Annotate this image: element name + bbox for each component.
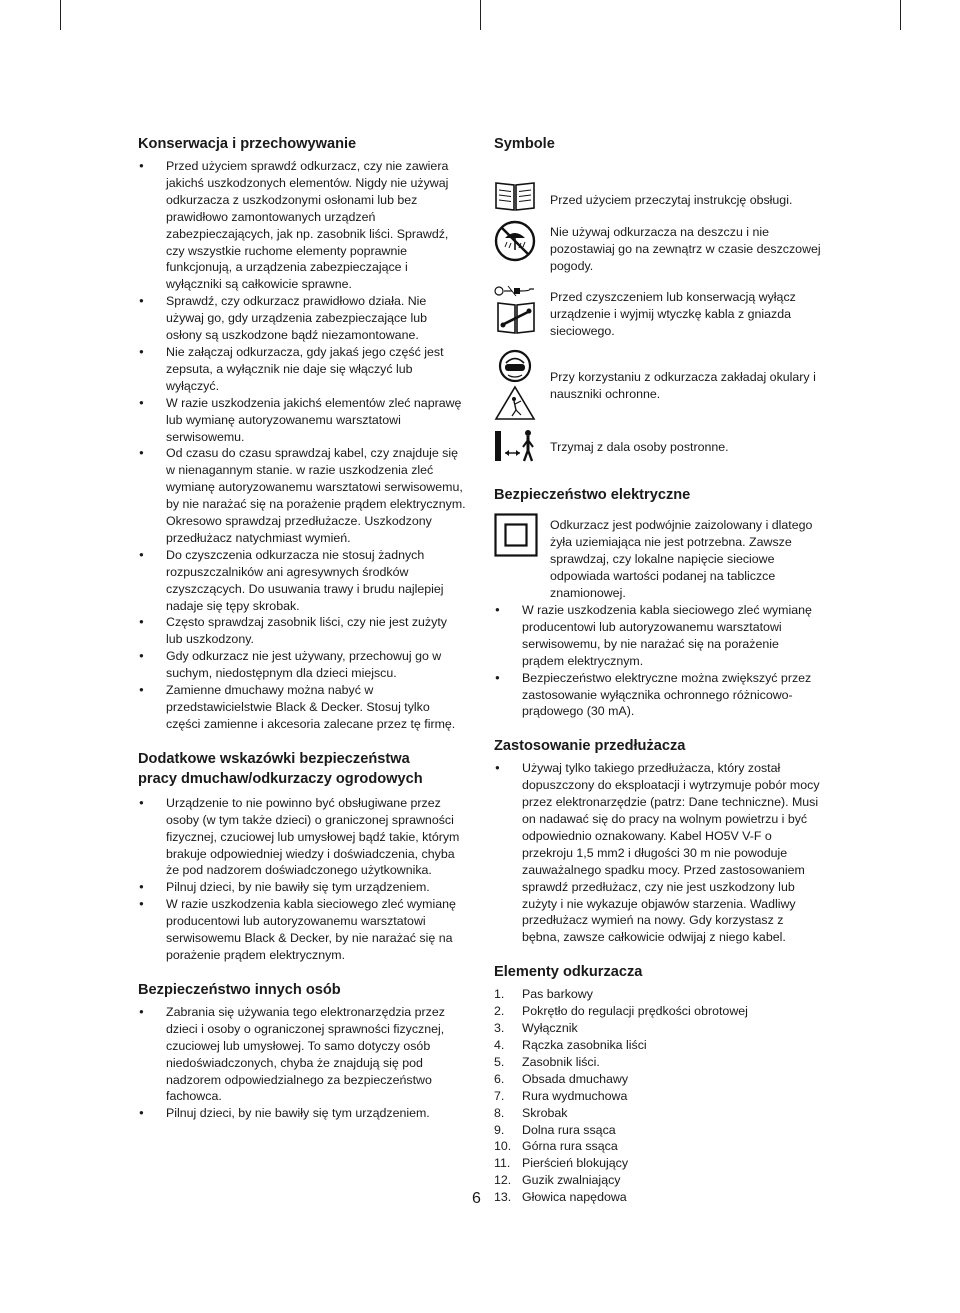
- list-item: [494, 1088, 824, 1105]
- item-number: 10.: [494, 1139, 512, 1154]
- item-number: 3.: [494, 1021, 505, 1036]
- list-item: [494, 1020, 824, 1037]
- extension-heading: Zastosowanie przedłużacza: [494, 738, 686, 755]
- list-item: [494, 1155, 824, 1172]
- others-safety-heading: Bezpieczeństwo innych osób: [138, 981, 341, 998]
- item-number: 11.: [494, 1156, 511, 1171]
- item-label: Wyłącznik: [522, 1021, 578, 1036]
- symbol-row: [494, 349, 824, 421]
- electrical-safety-list: [494, 602, 824, 720]
- electrical-safety-heading: Bezpieczeństwo elektryczne: [494, 487, 691, 504]
- item-label: Pas barkowy: [522, 987, 593, 1002]
- item-label: Rura wydmuchowa: [522, 1088, 628, 1103]
- symbol-text: Trzymaj z dala osoby postronne.: [550, 440, 729, 455]
- manual-book-icon: [494, 178, 538, 212]
- item-number: 6.: [494, 1071, 505, 1086]
- left-column: [138, 134, 466, 1122]
- item-number: 2.: [494, 1004, 505, 1019]
- symbol-text: Przy korzystaniu z odkurzacza zakładaj okulary i nauszniki ochronne.: [550, 370, 816, 402]
- list-item: [494, 1105, 824, 1122]
- item-label: Obsada dmuchawy: [522, 1071, 629, 1086]
- extra-safety-heading-line2: pracy dmuchaw/odkurzaczy ogrodowych: [138, 770, 423, 787]
- page-number: 6: [472, 1190, 481, 1207]
- symbol-row: [494, 220, 824, 275]
- extension-section: [494, 736, 824, 946]
- elements-section: [494, 962, 824, 1206]
- list-item: ● Pilnuj dzieci, by nie bawiły się tym urządzeniem.: [138, 879, 466, 896]
- extra-safety-section: [138, 749, 466, 964]
- extension-list: [494, 760, 824, 946]
- item-label: Głowica napędowa: [522, 1190, 627, 1205]
- unplug-maintenance-icon: [494, 285, 538, 335]
- extra-safety-heading-line1: Dodatkowe wskazówki bezpieczeństwa: [138, 750, 410, 767]
- symbol-row: [494, 285, 824, 340]
- extra-safety-heading: [138, 749, 466, 789]
- crop-mark-center: [480, 0, 481, 30]
- maintenance-heading: Konserwacja i przechowywanie: [138, 136, 357, 152]
- list-item: [494, 1037, 824, 1054]
- electrical-safety-section: [494, 485, 824, 720]
- list-item: ● Gdy odkurzacz nie jest używany, przechowuj go w suchym, niedostępnym dla dzieci miejscu.: [138, 648, 466, 682]
- double-insulation-row: [494, 513, 824, 602]
- symbols-section: [494, 134, 824, 463]
- crop-mark-right: [900, 0, 901, 30]
- list-item: [494, 1003, 824, 1020]
- symbols-heading: Symbole: [494, 136, 555, 152]
- crop-mark-left: [60, 0, 61, 30]
- list-item: ● Sprawdź, czy odkurzacz prawidłowo działa. Nie używaj go, gdy urządzenia zabezpieczające lub osłony są uszkodzone bądź niezamontowane.: [138, 293, 466, 344]
- right-column: [494, 134, 824, 1206]
- item-number: 9.: [494, 1122, 505, 1137]
- item-label: Guzik zwalniający: [522, 1173, 621, 1188]
- item-label: Rączka zasobnika liści: [522, 1038, 647, 1052]
- list-item: [494, 1054, 824, 1071]
- elements-heading: Elementy odkurzacza: [494, 964, 643, 981]
- extra-safety-list: [138, 795, 466, 964]
- symbol-row: [494, 429, 824, 463]
- maintenance-list: [138, 158, 466, 733]
- symbol-text: Przed czyszczeniem lub konserwacją wyłącz urządzenie i wyjmij wtyczkę kabla z gniazda sieciowego.: [550, 289, 796, 338]
- list-item: ● W razie uszkodzenia jakichś elementów zleć naprawę lub wymianę autoryzowanemu warsztatowi serwisowemu.: [138, 395, 466, 446]
- others-safety-section: [138, 980, 466, 1122]
- list-item: ● W razie uszkodzenia kabla sieciowego zleć wymianę producentowi lub autoryzowanemu warsztatowi serwisowemu, by nie narażać się na porażenie prądem elektrycznym.: [494, 602, 824, 670]
- list-item: ● Zabrania się używania tego elektronarzędzia przez dzieci i osoby o ograniczonej sprawności fizycznej, czuciowej lub umysłowej. To samo dotyczy osób niedoświadczonych, chyba że znajdują się pod nadzorem odpowiedzialnego za bezpieczeństwo fachowca.: [138, 1004, 466, 1105]
- electrical-intro: Odkurzacz jest podwójnie zaizolowany i dlatego żyła uziemiająca nie jest potrzebna. Zawsze sprawdzaj, czy lokalne napięcie sieciowe odpowiada wartości podanej na tabliczce znamionowej.: [550, 518, 813, 601]
- double-insulation-icon: [494, 513, 538, 557]
- list-item: ● Używaj tylko takiego przedłużacza, który został dopuszczony do eksploatacji i wytrzymuje pobór mocy przez elektronarzędzie (patrz: Dane techniczne). Musi on nadawać się do pracy na wolnym powietrzu i być odpowiednio oznakowany. Kabel HO5V V-F o przekroju 1,5 mm2 i długości 30 m nie powoduje zauważalnego spadku mocy. Przed zastosowaniem sprawdź przedłużacz, czy nie jest uszkodzony lub zużyty i nie wykazuje objawów starzenia. Wadliwy przedłużacz wymień na nowy. Gdy korzystasz z bębna, zawsze całkowicie odwijaj z niego kabel.: [494, 760, 824, 946]
- item-label: Pokrętło do regulacji prędkości obrotowej: [522, 1004, 748, 1019]
- elements-list: [494, 986, 824, 1206]
- item-number: 5.: [494, 1054, 505, 1069]
- item-number: 12.: [494, 1173, 512, 1188]
- list-item: ● Bezpieczeństwo elektryczne można zwiększyć przez zastosowanie wyłącznika ochronnego różnicowo-prądowego (30 mA).: [494, 670, 824, 721]
- list-item: ● Przed użyciem sprawdź odkurzacz, czy nie zawiera jakichś uszkodzonych elementów. Nigdy nie używaj odkurzacza z uszkodzonymi osłonami lub bez prawidłowo zamontowanych urządzeń zabezpieczających, jak np. zasobnik liści. Sprawdź, czy wszystkie ruchome elementy poprawnie funkcjonują, a urządzenia zabezpieczające i wyłączniki są całkowicie sprawne.: [138, 158, 466, 293]
- no-rain-icon: [494, 220, 538, 262]
- list-item: ● Od czasu do czasu sprawdzaj kabel, czy znajduje się w nienagannym stanie. w razie uszkodzenia zleć wymianę autoryzowanemu warsztatowi serwisowemu, by nie narażać się na porażenie prądem elektrycznym. Okresowo sprawdzaj przedłużacze. Uszkodzony przedłużacz natychmiast wymień.: [138, 445, 466, 546]
- item-number: 4.: [494, 1038, 505, 1052]
- item-number: 8.: [494, 1105, 505, 1120]
- item-number: 1.: [494, 987, 505, 1002]
- list-item: [494, 1189, 824, 1206]
- list-item: ● Urządzenie to nie powinno być obsługiwane przez osoby (w tym także dzieci) o graniczonej sprawności fizycznej, czuciowej lub umysłowej bądź takie, którym brakuje odpowiedniej wiedzy i doświadczenia, chyba że pod nadzorem doświadczonego użytkownika.: [138, 795, 466, 880]
- symbol-text: Przed użyciem przeczytaj instrukcję obsługi.: [550, 193, 793, 207]
- list-item: ● W razie uszkodzenia kabla sieciowego zleć wymianę producentowi lub autoryzowanemu warsztatowi serwisowemu Black & Decker, by nie narażać się na porażenie prądem elektrycznym.: [138, 896, 466, 964]
- list-item: [494, 1071, 824, 1088]
- maintenance-section: [138, 134, 466, 733]
- item-label: Skrobak: [522, 1105, 568, 1120]
- list-item: [494, 1172, 824, 1189]
- goggles-earmuffs-icon: [494, 349, 538, 421]
- keep-distance-icon: [494, 429, 538, 463]
- item-number: 13.: [494, 1190, 512, 1205]
- item-label: Dolna rura ssąca: [522, 1122, 616, 1137]
- others-safety-list: [138, 1004, 466, 1122]
- list-item: [494, 1138, 824, 1155]
- symbol-text: Nie używaj odkurzacza na deszczu i nie pozostawiaj go na zewnątrz w czasie deszczowej pogody.: [550, 225, 821, 273]
- item-number: 7.: [494, 1088, 505, 1103]
- list-item: [494, 986, 824, 1003]
- item-label: Górna rura ssąca: [522, 1139, 618, 1154]
- list-item: [494, 1122, 824, 1139]
- list-item: ● Zamienne dmuchawy można nabyć w przedstawicielstwie Black & Decker. Stosuj tylko części zamienne i akcesoria zalecane przez tę firmę.: [138, 682, 466, 733]
- symbol-row: [494, 178, 824, 212]
- list-item: ● Często sprawdzaj zasobnik liści, czy nie jest zużyty lub uszkodzony.: [138, 614, 466, 648]
- list-item: ● Pilnuj dzieci, by nie bawiły się tym urządzeniem.: [138, 1105, 466, 1122]
- item-label: Pierścień blokujący: [522, 1156, 629, 1171]
- item-label: Zasobnik liści.: [522, 1054, 600, 1069]
- list-item: ● Nie załączaj odkurzacza, gdy jakaś jego część jest zepsuta, a wyłącznik nie daje się włączyć lub wyłączyć.: [138, 344, 466, 395]
- list-item: ● Do czyszczenia odkurzacza nie stosuj żadnych rozpuszczalników ani agresywnych środków czyszczących. Do usuwania trawy i brudu najlepiej nadaje się tępy skrobak.: [138, 547, 466, 615]
